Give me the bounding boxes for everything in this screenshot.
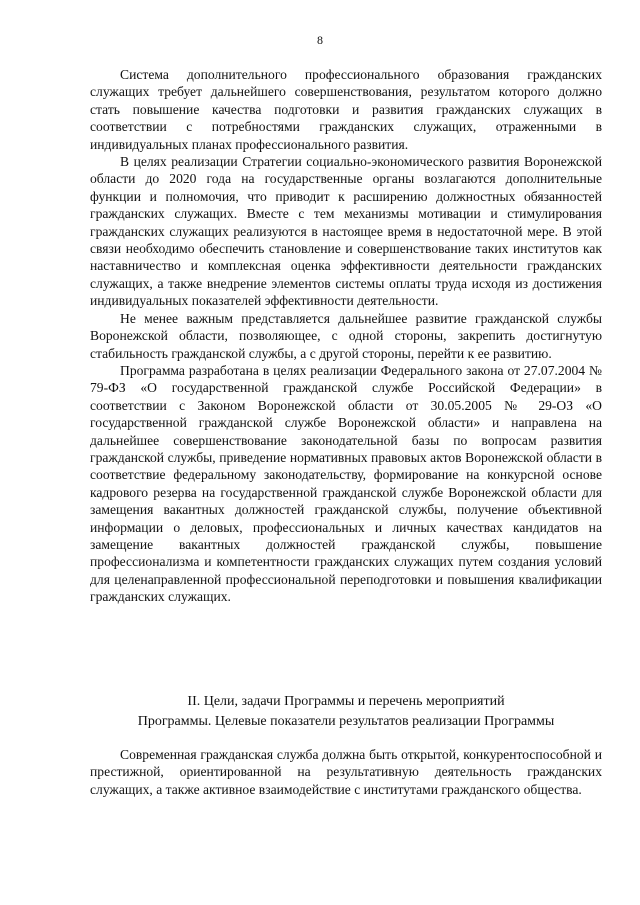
- paragraph-program-basis: Программа разработана в целях реализации Федерального закона от 27.07.2004 № 79-ФЗ «О государственной гражданской службе Российской Федерации» в соответствии с Законом Воронежской области от 30.05.2005 № 29-ОЗ «О государственной гражданской службе Воронежской области» и направлена на дальнейшее совершенствование законодательной базы по вопросам развития гражданской службы, приведение нормативных правовых актов Воронежской области в соответствие федеральному законодательству, формирование на конкурсной основе кадрового резерва на государственной гражданской службе Воронежской области для замещения вакантных должностей гражданской службы, получение объективной информации о деловых, профессиональных и личных качествах кандидатов на замещение вакантных должностей гражданской службы, повышение профессионализма и компетентности гражданских служащих путем создания условий для целенаправленной профессиональной переподготовки и повышения квалификации гражданских служащих.: [90, 362, 602, 605]
- body-text: [90, 66, 602, 606]
- section-heading-line-1: II. Цели, задачи Программы и перечень мероприятий: [187, 694, 505, 709]
- page-number: 8: [317, 33, 323, 47]
- section-heading-line-2: Программы. Целевые показатели результатов реализации Программы: [137, 714, 555, 729]
- section-body-text: [90, 746, 602, 798]
- paragraph-civil-service-development: Не менее важным представляется дальнейшее развитие гражданской службы Воронежской области, позволяющее, с одной стороны, закрепить достигнутую стабильность гражданской службы, а с другой стороны, перейти к ее развитию.: [90, 310, 602, 361]
- paragraph-modern-civil-service: Современная гражданская служба должна быть открытой, конкурентоспособной и престижной, ориентированной на результативную деятельность гражданских служащих, а также активное взаимодействие с институтами гражданского общества.: [90, 747, 602, 797]
- paragraph-strategy-goals: В целях реализации Стратегии социально-экономического развития Воронежской области до 2020 года на государственные органы возлагаются дополнительные функции и полномочия, что приводит к расширению должностных обязанностей гражданских служащих. Вместе с тем механизмы мотивации и стимулирования гражданских служащих реализуются в настоящее время в недостаточной мере. В этой связи необходимо обеспечить становление и совершенствование таких институтов как наставничество и комплексная оценка эффективности деятельности гражданских служащих, а также внедрение элементов системы оплаты труда исходя из достижения индивидуальных показателей эффективности деятельности.: [90, 154, 602, 309]
- paragraph-continuing-education: Система дополнительного профессионального образования гражданских служащих требует дальнейшего совершенствования, результатом которого должно стать повышение качества подготовки и развития гражданских служащих в соответствии с потребностями гражданских служащих, отраженными в индивидуальных планах профессионального развития.: [90, 67, 602, 152]
- section-heading: [90, 692, 602, 732]
